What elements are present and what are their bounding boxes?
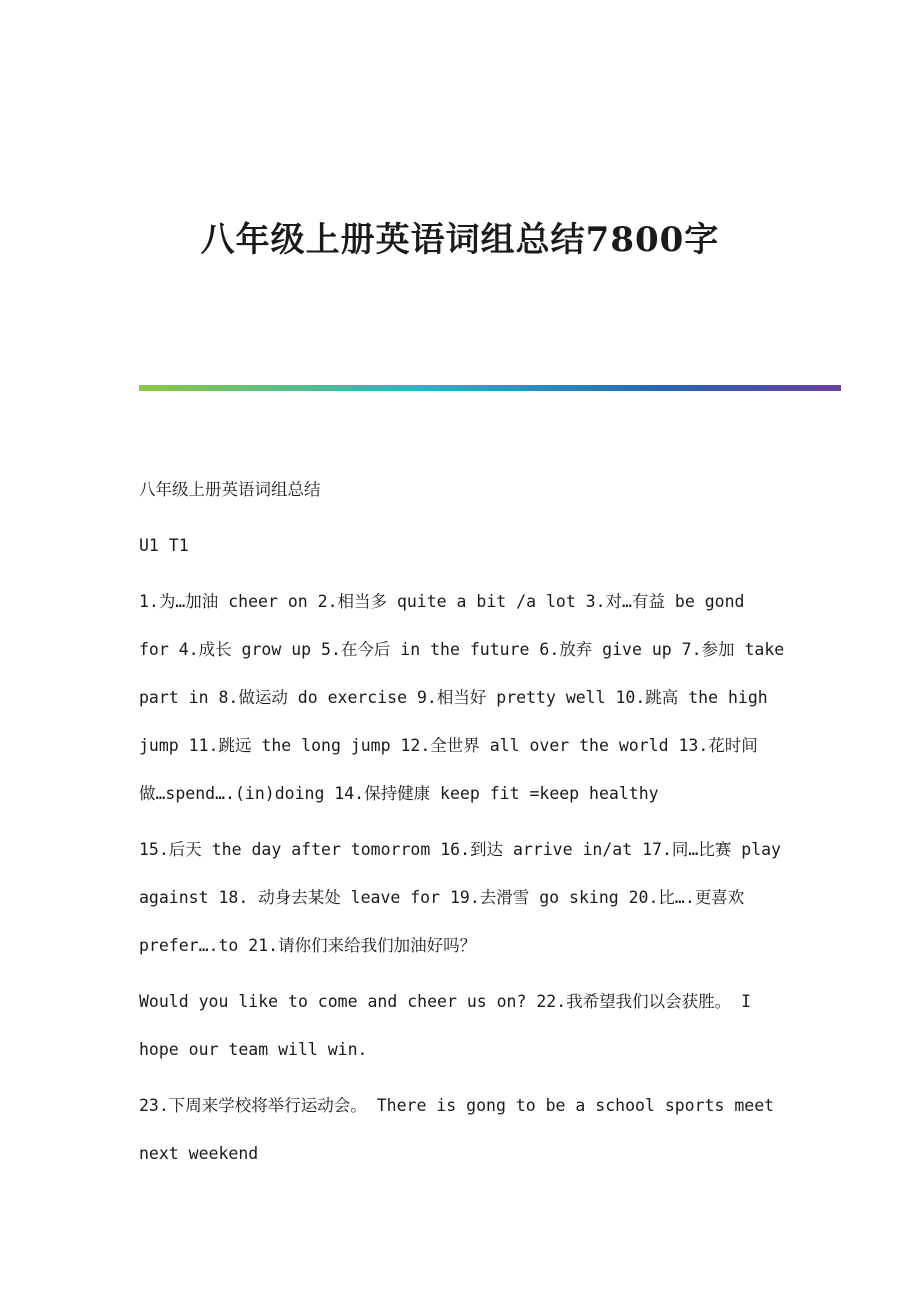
text-line: prefer….to 21.请你们来给我们加油好吗？ <box>139 936 477 955</box>
text-line: 做…spend….(in)doing 14.保持健康 keep fit =keep healthy <box>139 784 659 803</box>
vocab-paragraph <box>139 826 779 970</box>
document-body <box>139 466 785 1186</box>
text-line: Would you like to come and cheer us on? 22.我希望我们以会获胜。 I <box>139 992 752 1011</box>
sentence-paragraph <box>139 978 779 1074</box>
text-line: part in 8.做运动 do exercise 9.相当好 pretty well 10.跳高 the high <box>139 688 768 707</box>
text-line: 15.后天 the day after tomorrom 16.到达 arrive in/at 17.同…比赛 play <box>139 840 781 859</box>
vocab-paragraph <box>139 578 785 818</box>
text-line: 八年级上册英语词组总结 <box>139 480 321 499</box>
text-line: jump 11.跳远 the long jump 12.全世界 all over the world 13.花时间 <box>139 736 758 755</box>
text-line: against 18. 动身去某处 leave for 19.去滑雪 go sking 20.比….更喜欢 <box>139 888 745 907</box>
document-title: 八年级上册英语词组总结7800字 <box>200 220 720 260</box>
gradient-divider <box>139 385 841 391</box>
text-line: for 4.成长 grow up 5.在今后 in the future 6.放弃 give up 7.参加 take <box>139 640 785 659</box>
unit-heading <box>139 522 779 570</box>
text-line: next weekend <box>139 1144 259 1163</box>
subtitle-paragraph <box>139 466 779 514</box>
text-line: 23.下周来学校将举行运动会。 There is gong to be a school sports meet <box>139 1096 775 1115</box>
sentence-paragraph <box>139 1082 779 1178</box>
text-line: hope our team will win. <box>139 1040 368 1059</box>
text-line: U1 T1 <box>139 536 189 555</box>
text-line: 1.为…加油 cheer on 2.相当多 quite a bit /a lot 3.对…有益 be gond <box>139 592 745 611</box>
